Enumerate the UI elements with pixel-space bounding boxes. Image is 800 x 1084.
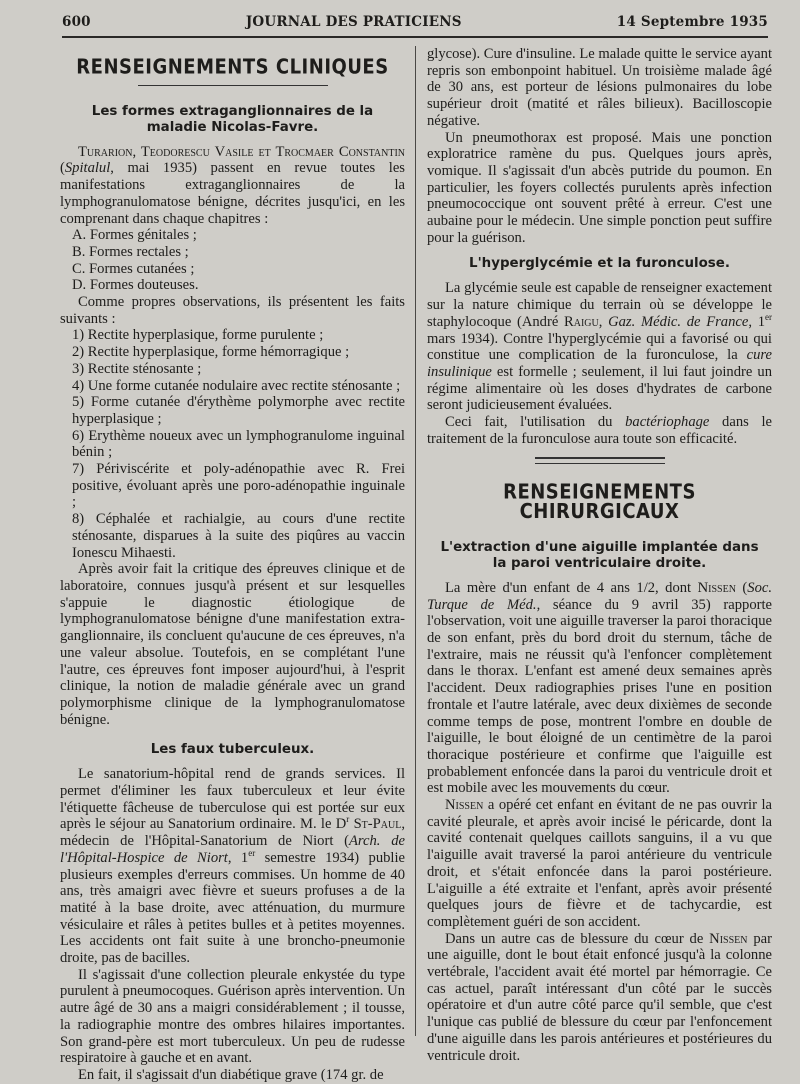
issue-date: 14 Septembre 1935 <box>616 14 768 30</box>
text-run: ( <box>735 579 748 596</box>
superscript: er <box>248 847 256 858</box>
left-column <box>60 46 405 1084</box>
section-separator <box>535 457 665 464</box>
article-source: Spitalul <box>64 160 111 177</box>
text-run: La glycémie seule est capable de renseigner exactement sur la nature chimique du terrain où se développe le staphylocoque (André <box>427 280 772 330</box>
paragraph <box>427 280 772 414</box>
right-column <box>427 46 772 1064</box>
section-title-clinical: RENSEIGNEMENTS CLINIQUES <box>76 55 389 80</box>
text-run: , 1 <box>748 313 765 330</box>
observation-item: 4) Une forme cutanée nodulaire avec rectite sténosante ; <box>72 377 401 394</box>
running-header <box>62 14 768 36</box>
header-rule <box>62 36 768 38</box>
text-run: , <box>598 313 609 330</box>
author-name: Nissen <box>697 579 736 596</box>
text-run: a opéré cet enfant en évitant de ne pas ouvrir la cavité pleurale, et après avoir incisé le péricarde, dont la cavité contenait quelques caillots sanguins, il a vu que l'aiguille avait traversé la paroi antérieure du ventricule droit, et s'était enfoncée dans la paroi postérieure. L'aiguille a été extraite et l'enfant, après avoir présenté quelques jours de fièvre et de tachycardie, est complètement guéri de son accident. <box>427 797 772 930</box>
text-run: Le sanatorium-hôpital rend de grands services. Il permet d'éliminer les faux tuberculeux et leur évite l'étiquette fâcheuse de tuberculose qui est portée sur eux après le séjour au Sanatorium ordinaire. M. le D <box>60 766 405 833</box>
article-title-nicolas-favre: Les formes extraganglionnaires de la maladie Nicolas-Favre. <box>91 103 374 135</box>
text-run: Dans un autre cas de blessure du cœur de <box>445 930 710 947</box>
form-item: C. Formes cutanées ; <box>72 260 195 277</box>
form-item: B. Formes rectales ; <box>72 243 189 260</box>
emphasis: cure insulinique <box>427 347 772 380</box>
paragraph: En fait, il s'agissait d'un diabétique grave (174 gr. de <box>78 1066 384 1083</box>
article-title-faux-tuberculeux: Les faux tuberculeux. <box>150 742 315 758</box>
author-name: St-Paul <box>353 816 402 833</box>
observation-item: 5) Forme cutanée d'érythème polymorphe avec rectite hyperplasique ; <box>72 394 405 427</box>
observation-item: 7) Périviscérite et poly-adénopathie avec R. Frei positive, évoluant après une poro-adénopathie inguinale ; <box>72 461 405 511</box>
superscript: er <box>765 311 772 322</box>
paragraph <box>427 580 772 797</box>
article-authors: Turarion, Teodorescu Vasile et Trocmaer Constantin <box>78 143 405 160</box>
text-run: , médecin de l'Hôpital-Sanatorium de Niort ( <box>60 816 405 850</box>
column-divider <box>415 46 416 1036</box>
paragraph <box>427 931 772 1065</box>
article-source: Gaz. Médic. de France <box>608 313 749 330</box>
emphasis: bactériophage <box>625 414 710 431</box>
text-run: , séance du 9 avril 35) rapporte l'observation, voit une aiguille traverser la paroi thoracique de son enfant, près du bord droit du sternum, tâche de l'extraire, mais ne réussit qu'à l'enfoncer complètement dans le thorax. L'enfant est amené deux semaines après l'accident. Deux radiographies prises l'une en position frontale et l'autre latérale, avec deux dixièmes de seconde comme temps de pose, montrent l'ombre en double de l'aiguille, le bout éloigné de un centimètre de la paroi thoracique postérieure et confirme que l'aiguille est probablement enfoncée dans la paroi du ventricule droit et est mobile avec les mouvements du cœur. <box>427 596 773 797</box>
section-title-underline <box>138 85 328 86</box>
paragraph: glycose). Cure d'insuline. Le malade quitte le service ayant repris son embonpoint habituel. Un troisième malade âgé de 30 ans, est porteur de lésions pulmonaires du lobe supérieur droit (matité et râles bilieux). Bacilloscopie négative. <box>427 46 772 129</box>
text-run: est formelle ; seulement, il lui faut joindre un régime alimentaire où les doses d'hydrates de carbone seront judicieusement évaluées. <box>427 363 772 414</box>
observation-item: 3) Rectite sténosante ; <box>72 360 202 377</box>
observation-item: 6) Erythème noueux avec un lymphogranulome inguinal bénin ; <box>72 427 405 461</box>
author-name: Nissen <box>709 930 748 947</box>
superscript: r <box>346 814 350 825</box>
paragraph <box>60 766 405 966</box>
page-number: 600 <box>62 14 91 30</box>
section-title-surgical: RENSEIGNEMENTS CHIRURGICAUX <box>503 480 696 524</box>
journal-title: JOURNAL DES PRATICIENS <box>245 14 462 30</box>
author-name: Raigu <box>564 313 599 330</box>
text-run: La mère d'un enfant de 4 ans 1/2, dont <box>445 579 698 596</box>
observation-item: 8) Céphalée et rachialgie, au cours d'une rectite sténosante, disparues à la suite des piqûres au vaccin Ionescu Mihaesti. <box>72 511 405 561</box>
observation-item: 1) Rectite hyperplasique, forme purulente ; <box>72 327 324 344</box>
article-intro: Turarion, Teodorescu Vasile et Trocmaer Constantin (Spitalul, mai 1935) passent en revue toutes les manifestations extraganglionnaires de la lymphogranulomatose bénigne, décrites jusqu'ici, en les comprenant dans chaque chapitres : <box>60 143 405 227</box>
text-run: dans le traitement de la furonculose aura toute son efficacité. <box>427 414 772 447</box>
intro-text: , mai 1935) passent en revue toutes les manifestations extraganglionnaires de la lymphogranulomatose bénigne, décrites jusqu'ici, en les comprenant dans chaque chapitres : <box>60 160 405 227</box>
article-title-aiguille: L'extraction d'une aiguille implantée dans la paroi ventriculaire droite. <box>440 539 759 571</box>
text-run: par une aiguille, dont le bout était enfoncé jusqu'à la colonne vertébrale, l'accident avait été mortel par hémorragie. Ce cas actuel, paraît intéressant d'un côté par le succès opératoire et d'un autre côté parce qu'il semble, que c'est l'unique cas publié de blessure du cœur par l'enfoncement d'une aiguille dans les parois antérieures et postérieures du ventricule droit. <box>427 930 772 1064</box>
article-source: Soc. Turque de Méd. <box>427 579 772 613</box>
text-run: semestre 1934) publie plusieurs exemples d'erreurs commises. Un homme de 40 ans, très amaigri avec fièvre et sueurs profuses a de la matité à la base droite, avec atténuation, du murmure vésiculaire et râles à petites bulles et à petites moyennes. Les accidents ont fait suite à une broncho-pneumonie droite, pas de bacilles. <box>60 849 406 967</box>
form-item: D. Formes douteuses. <box>72 277 199 294</box>
article-conclusion: Après avoir fait la critique des épreuves clinique et de laboratoire, connues jusqu'à présent et sur lesquelles s'appuie le diagnostic étiologique de lymphogranulomatose bénigne d'une manifestation extra-ganglionnaire, ils concluent qu'aucune de ces épreuves, n'a une valeur absolue. Toutefois, en se complétant l'une l'autre, ces épreuves font imposer aujourd'hui, à l'esprit clinique, la notion de maladie générale avec un grand polymorphisme clinique de la lymphogranulomatose bénigne. <box>60 561 405 728</box>
article-source: Arch. de l'Hôpital-Hospice de Niort <box>60 833 405 866</box>
paragraph <box>427 414 772 447</box>
author-name: Nissen <box>445 797 484 814</box>
paragraph <box>427 797 772 931</box>
article-title-hyperglycemie: L'hyperglycémie et la furonculose. <box>469 256 730 272</box>
observations-intro: Comme propres observations, ils présentent les faits suivants : <box>60 294 405 327</box>
form-item: A. Formes génitales ; <box>72 227 197 244</box>
paragraph: Il s'agissait d'une collection pleurale enkystée du type purulent à pneumocoques. Guérison après intervention. Un autre âgé de 30 ans a maigri considérablement ; il tousse, la radiographie montre des ombres hilaires importantes. Son grand-père est mort tuberculeux. Un peu de rudesse respiratoire à gauche et en avant. <box>60 966 405 1067</box>
observation-item: 2) Rectite hyperplasique, forme hémorragique ; <box>72 344 350 361</box>
paragraph: Un pneumothorax est proposé. Mais une ponction exploratrice ramène du pus. Quelques jours après, vomique. Il s'agissait d'un abcès putride du poumon. En particulier, les foyers collectés purulents après infection pneumococcique ont souvent prêté à erreur. C'est une aubaine pour le médecin. Une simple ponction peut suffire pour la guérison. <box>427 129 772 246</box>
text-run: Ceci fait, l'utilisation du <box>445 414 626 431</box>
text-run: , 1 <box>227 849 249 866</box>
text-run: mars 1934). Contre l'hyperglycémie qui a favorisé ou qui constitue une complication de la furonculose, la <box>427 330 772 364</box>
